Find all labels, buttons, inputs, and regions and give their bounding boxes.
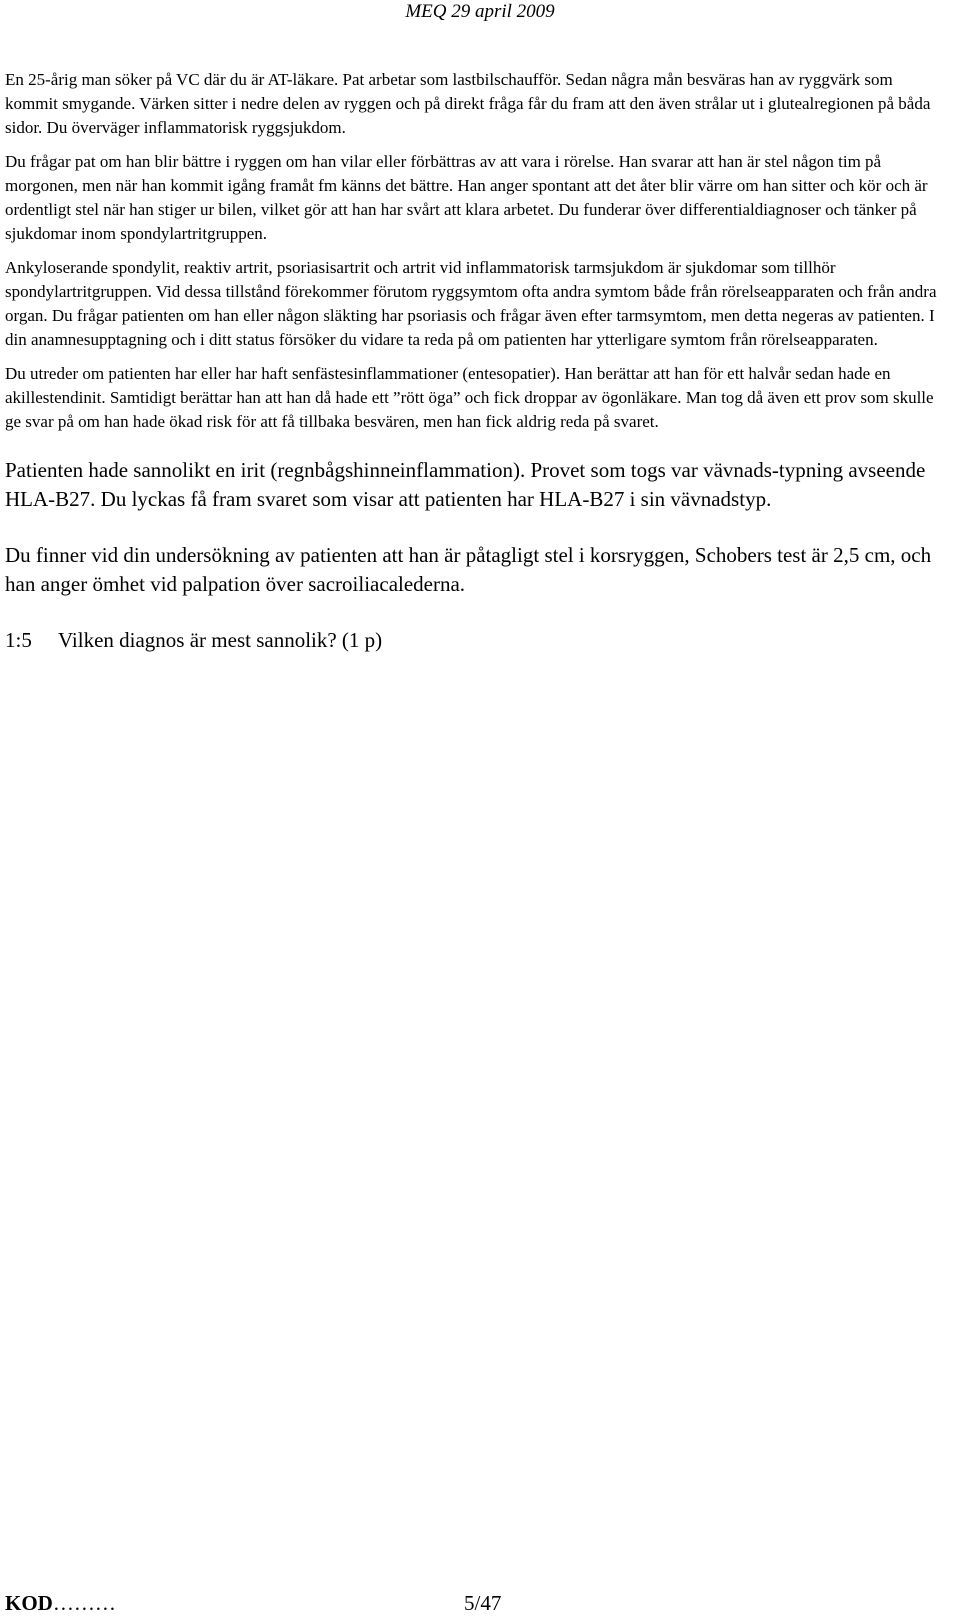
page-footer xyxy=(5,1590,505,1616)
paragraph-iritis: Patienten hade sannolikt en irit (regnbågshinneinflammation). Provet som togs var vävnads-typning avseende HLA-B27. Du lyckas få fram svaret som visar att patienten har HLA-B27 i sin vävnadstyp. xyxy=(5,458,926,511)
paragraph-intro: En 25-årig man söker på VC där du är AT-läkare. Pat arbetar som lastbilschaufför. Sedan några mån besväras han av ryggvärk som kommit smygande. Värken sitter i nedre delen av ryggen och på direkt fråga får du fram att den även strålar ut i glutealregionen på båda sidor. Du överväger inflammatorisk ryggsjukdom. xyxy=(5,70,931,137)
question-row xyxy=(5,626,940,655)
document-body xyxy=(5,68,940,655)
paragraph-spondylarthritis: Ankyloserande spondylit, reaktiv artrit, psoriasisartrit och artrit vid inflammatorisk tarmsjukdom är sjukdomar som tillhör spondylartritgruppen. Vid dessa tillstånd förekommer förutom ryggsymtom ofta andra symtom både från rörelseapparaten och från andra organ. Du frågar patienten om han eller någon släkting har psoriasis och frågar även efter tarmsymtom, men detta negeras av patienten. I din anamnesupptagning och i ditt status försöker du vidare ta reda på om patienten har ytterligare symtom från rörelseapparaten. xyxy=(5,258,937,349)
kod-dots: ……… xyxy=(52,1591,116,1615)
paragraph-symptoms: Du frågar pat om han blir bättre i ryggen om han vilar eller förbättras av att vara i rörelse. Han svarar att han är stel någon tim på morgonen, men när han kommit igång framåt fm känns det bättre. Han anger spontant att det åter blir värre om han sitter och kör och är ordentligt stel när han stiger ur bilen, vilket gör att han har svårt att klara arbetet. Du funderar över differentialdiagnoser och tänker på sjukdomar inom spondylartritgruppen. xyxy=(5,152,928,243)
page-number: 5/47 xyxy=(464,1591,502,1615)
paragraph-enthesopathy: Du utreder om patienten har eller har haft senfästesinflammationer (entesopatier). Han berättar att han för ett halvår sedan hade en akillestendinit. Samtidigt berättar han att han då hade ett ”rött öga” och fick droppar av ögonläkare. Man tog då även ett prov som skulle ge svar på om han hade ökad risk för att få tillbaka besvären, men han fick aldrig reda på svaret. xyxy=(5,364,934,431)
paragraph-examination: Du finner vid din undersökning av patienten att han är påtagligt stel i korsryggen, Schobers test är 2,5 cm, och han anger ömhet vid palpation över sacroiliacalederna. xyxy=(5,543,932,596)
kod-label: KOD xyxy=(5,1591,53,1615)
question-number: 1:5 xyxy=(5,628,32,652)
document-header xyxy=(0,1,960,23)
header-title: MEQ 29 april 2009 xyxy=(405,1,555,22)
question-text: Vilken diagnos är mest sannolik? (1 p) xyxy=(58,628,383,652)
